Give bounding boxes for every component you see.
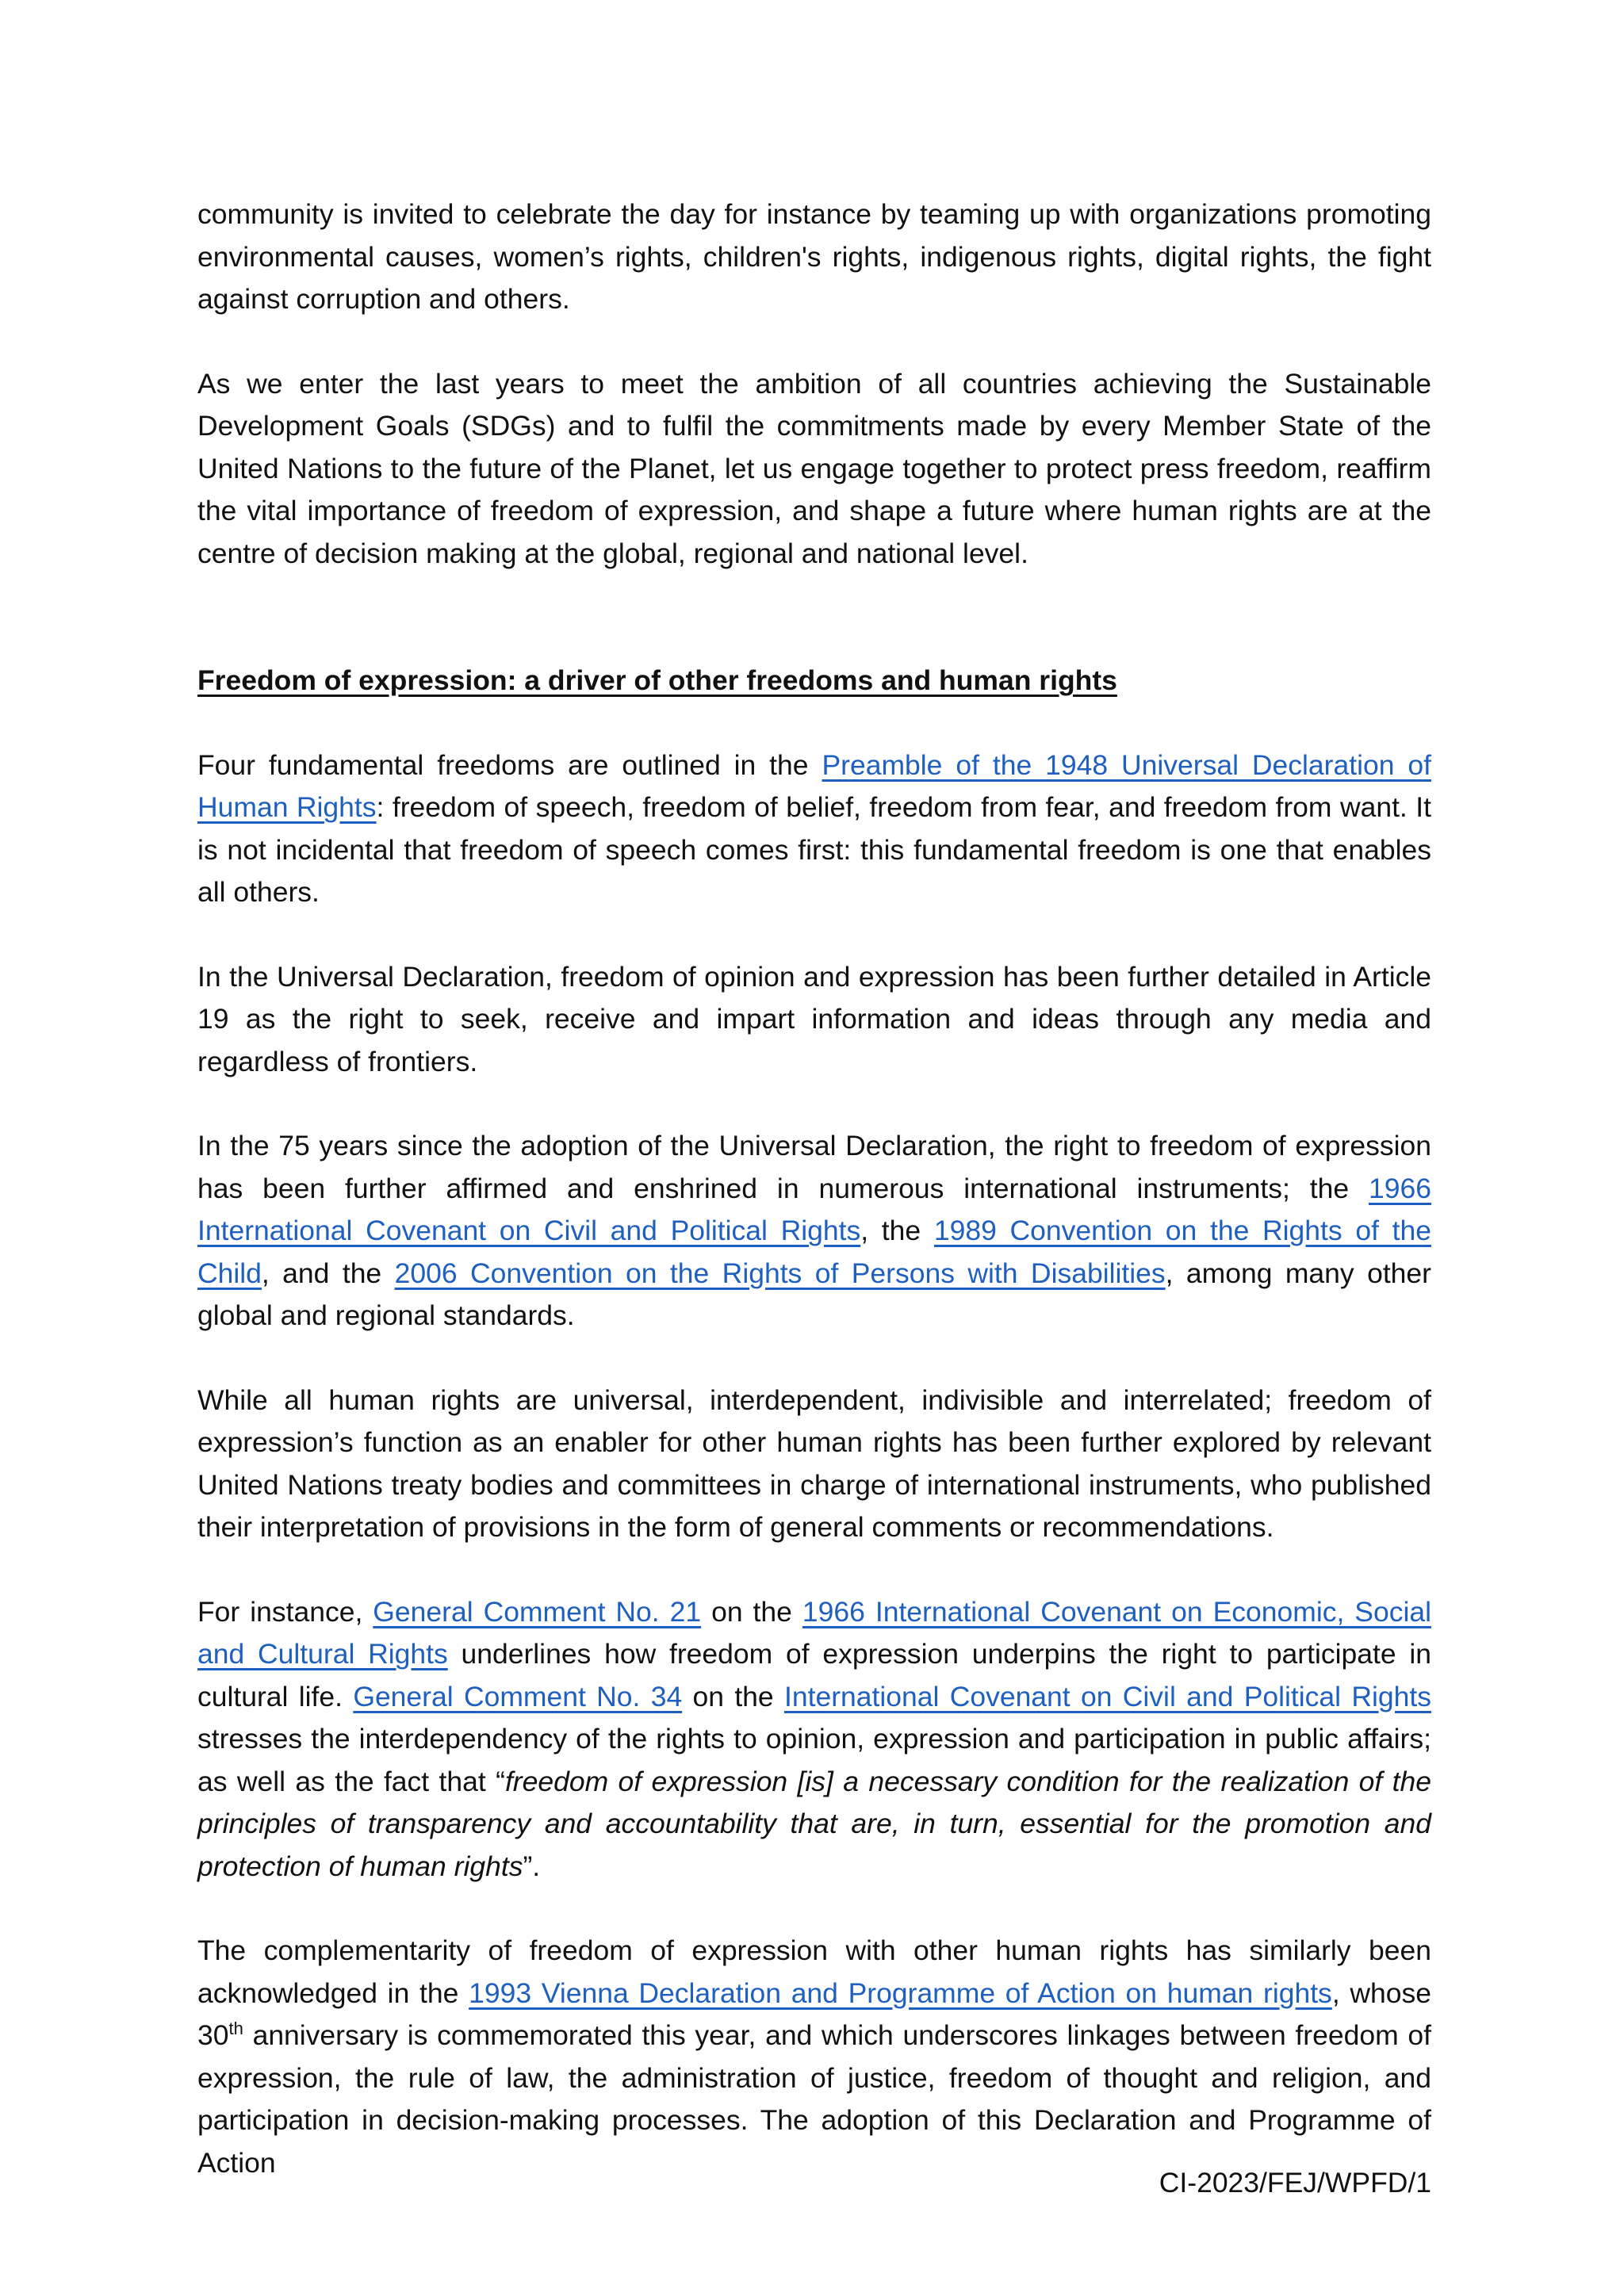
text-run: Four fundamental freedoms are outlined in the: [197, 748, 822, 781]
link-vienna-declaration[interactable]: 1993 Vienna Declaration and Programme of Action on human rights: [469, 1976, 1332, 2009]
link-iccpr-1966[interactable]: 1966 International Covenant on Civil and Political Rights: [197, 1172, 1431, 1246]
paragraph-spacer: [197, 321, 1431, 363]
paragraph-community: community is invited to celebrate the day for instance by teaming up with organizations promoting environmental causes, women’s rights, children's rights, indigenous rights, digital rights, the fight against corruption and others.: [197, 198, 1431, 315]
quote-text: freedom of expression [is] a necessary condition for the realization of the principles of transparency and accountability that are, in turn, essential for the promotion and protection of human rights: [197, 1765, 1431, 1882]
link-crc-1989[interactable]: 1989 Convention on the Rights of the Child: [197, 1215, 1431, 1289]
text-run: , and the: [261, 1257, 395, 1289]
paragraph-four-freedoms: [197, 744, 1431, 914]
text-run: anniversary is commemorated this year, and which underscores linkages between freedom of expression, the rule of law, the administration of justice, freedom of thought and religion, and participation in decision-making processes. The adoption of this Declaration and Programme of Action: [197, 2019, 1431, 2179]
text-run: stresses the interdependency of the rights to opinion, expression and participation in public affairs; as well as the fact that “: [197, 1723, 1431, 1797]
link-crpd-2006[interactable]: 2006 Convention on the Rights of Persons with Disabilities: [394, 1257, 1166, 1289]
paragraph-instruments: [197, 1125, 1431, 1337]
paragraph-vienna: [197, 1930, 1431, 2184]
text-run: on the: [682, 1680, 784, 1712]
text-run: , whose 30: [197, 1976, 1432, 2051]
text-run: In the 75 years since the adoption of the Universal Declaration, the right to freedom of expression has been further affirmed and enshrined in numerous international instruments; the: [197, 1130, 1431, 1204]
paragraph-spacer: [197, 1549, 1431, 1591]
paragraph-article-19: In the Universal Declaration, freedom of opinion and expression has been further detailed in Article 19 as the right to seek, receive and impart information and ideas through any media and regardless of frontiers.: [197, 960, 1431, 1077]
text-run: on the: [701, 1595, 802, 1628]
text-run: The complementarity of freedom of expression with other human rights has similarly been acknowledged in the: [197, 1934, 1431, 2009]
superscript-th: th: [228, 2019, 243, 2039]
paragraph-interdependent: While all human rights are universal, interdependent, indivisible and interrelated; freedom of expression’s function as an enabler for other human rights has been further explored by relevant United Nations treaty bodies and committees in charge of international instruments, who published their interpretation of provisions in the form of general comments or recommendations.: [197, 1383, 1431, 1543]
section-heading: Freedom of expression: a driver of other freedoms and human rights: [197, 664, 1117, 696]
link-general-comment-21[interactable]: General Comment No. 21: [373, 1595, 702, 1628]
text-run: , among many other global and regional standards.: [197, 1257, 1431, 1331]
text-run: For instance,: [197, 1595, 373, 1628]
link-general-comment-34[interactable]: General Comment No. 34: [353, 1680, 683, 1712]
paragraph-spacer: [197, 1888, 1431, 1930]
text-run: underlines how freedom of expression underpins the right to participate in cultural life.: [197, 1638, 1432, 1712]
section-spacer: [197, 575, 1431, 660]
document-reference-footer: CI-2023/FEJ/WPFD/1: [1159, 2167, 1431, 2198]
paragraph-spacer: [197, 702, 1431, 744]
text-run: , the: [860, 1215, 934, 1246]
paragraph-sdgs: As we enter the last years to meet the ambition of all countries achieving the Sustainable Development Goals (SDGs) and to fulfil the commitments made by every Member State of the United Nations to the future of the Planet, let us engage together to protect press freedom, reaffirm the vital importance of freedom of expression, and shape a future where human rights are at the centre of decision making at the global, regional and national level.: [197, 367, 1431, 569]
text-run: ”.: [523, 1850, 541, 1882]
paragraph-spacer: [197, 1337, 1431, 1380]
document-page: [197, 193, 1431, 2184]
text-run: : freedom of speech, freedom of belief, freedom from fear, and freedom from want. It is not incidental that freedom of speech comes first: this fundamental freedom is one that enables all others.: [197, 791, 1431, 908]
link-udhr-preamble[interactable]: Preamble of the 1948 Universal Declaration of Human Rights: [197, 748, 1431, 823]
link-icescr-1966[interactable]: 1966 International Covenant on Economic, Social and Cultural Rights: [197, 1595, 1431, 1670]
paragraph-spacer: [197, 1083, 1431, 1125]
paragraph-general-comments: [197, 1591, 1431, 1888]
paragraph-spacer: [197, 914, 1431, 956]
link-iccpr[interactable]: International Covenant on Civil and Political Rights: [783, 1680, 1431, 1712]
